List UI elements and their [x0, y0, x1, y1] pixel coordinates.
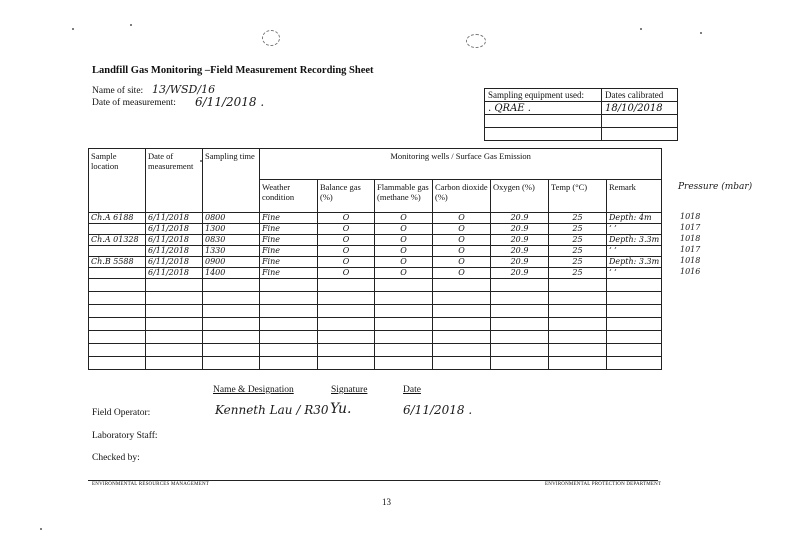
footer-left: ENVIRONMENTAL RESOURCES MANAGEMENT	[92, 482, 210, 487]
cell-weather: Fine	[260, 213, 318, 224]
cell-balance: O	[318, 235, 375, 246]
empty-cell	[318, 318, 375, 331]
cell-time: 1300	[203, 224, 260, 235]
cell-temp: 25	[549, 235, 607, 246]
dates-calibrated-header: Dates calibrated	[602, 89, 678, 102]
empty-cell	[433, 292, 491, 305]
cell-carbon: O	[433, 257, 491, 268]
empty-cell	[146, 292, 203, 305]
cell-time: 0830	[203, 235, 260, 246]
empty-cell	[607, 357, 662, 370]
empty-cell	[607, 305, 662, 318]
cell-balance: O	[318, 257, 375, 268]
empty-cell	[203, 357, 260, 370]
footer-right: ENVIRONMENTAL PROTECTION DEPARTMENT	[545, 482, 662, 487]
cell-oxygen: 20.9	[491, 235, 549, 246]
header-date-of-measurement: Date of measurement	[146, 149, 203, 213]
cell-date: 6/11/2018	[146, 213, 203, 224]
empty-cell	[549, 292, 607, 305]
empty-cell	[375, 292, 433, 305]
empty-cell	[89, 292, 146, 305]
cell-time: 0800	[203, 213, 260, 224]
field-operator-signature: Yu.	[330, 401, 352, 417]
empty-cell	[549, 331, 607, 344]
empty-cell	[203, 292, 260, 305]
equipment-used-cell	[485, 128, 602, 141]
empty-cell	[491, 344, 549, 357]
empty-cell	[146, 318, 203, 331]
empty-cell	[491, 279, 549, 292]
cell-oxygen: 20.9	[491, 246, 549, 257]
date-calibrated-cell: 18/10/2018	[602, 102, 678, 115]
empty-cell	[549, 318, 607, 331]
empty-cell	[433, 279, 491, 292]
empty-cell	[375, 357, 433, 370]
header-remark: Remark	[607, 180, 662, 213]
empty-cell	[491, 305, 549, 318]
cell-date: 6/11/2018	[146, 224, 203, 235]
blank-table-row	[89, 292, 662, 305]
field-operator-name: Kenneth Lau / R30	[215, 403, 329, 417]
field-operator-label: Field Operator:	[92, 408, 151, 418]
cell-weather: Fine	[260, 268, 318, 279]
page-number: 13	[382, 497, 391, 507]
empty-cell	[318, 344, 375, 357]
empty-cell	[260, 292, 318, 305]
binder-hole-mark	[466, 34, 486, 48]
cell-remark: ‘ ’	[607, 246, 662, 257]
header-flammable-gas: Flammable gas (methane %)	[375, 180, 433, 213]
cell-oxygen: 20.9	[491, 257, 549, 268]
pressure-value: 1018	[680, 256, 701, 265]
empty-cell	[607, 279, 662, 292]
cell-remark: Depth: 4m	[607, 213, 662, 224]
cell-flammable: O	[375, 224, 433, 235]
site-value: 13/WSD/16	[152, 83, 216, 96]
equipment-used-header: Sampling equipment used:	[485, 89, 602, 102]
scan-speck	[72, 28, 74, 30]
blank-table-row	[89, 344, 662, 357]
signature-header: Signature	[331, 385, 368, 395]
blank-table-row	[89, 331, 662, 344]
cell-location: Ch.A 01328	[89, 235, 146, 246]
cell-date: 6/11/2018	[146, 246, 203, 257]
field-operator-date: 6/11/2018 .	[403, 403, 473, 417]
empty-cell	[260, 305, 318, 318]
cell-oxygen: 20.9	[491, 268, 549, 279]
cell-temp: 25	[549, 257, 607, 268]
blank-table-row	[89, 305, 662, 318]
cell-temp: 25	[549, 268, 607, 279]
equipment-table	[484, 88, 678, 141]
binder-hole-mark	[262, 30, 280, 46]
name-designation-header: Name & Designation	[213, 385, 294, 395]
cell-carbon: O	[433, 268, 491, 279]
empty-cell	[260, 344, 318, 357]
empty-cell	[375, 279, 433, 292]
cell-location	[89, 246, 146, 257]
cell-date: 6/11/2018	[146, 235, 203, 246]
equipment-used-cell: . QRAE .	[485, 102, 602, 115]
empty-cell	[146, 305, 203, 318]
date-calibrated-cell	[602, 128, 678, 141]
cell-flammable: O	[375, 246, 433, 257]
cell-temp: 25	[549, 224, 607, 235]
cell-weather: Fine	[260, 235, 318, 246]
cell-weather: Fine	[260, 246, 318, 257]
date-header: Date	[403, 385, 421, 395]
pressure-value: 1018	[680, 212, 701, 221]
equipment-used-cell	[485, 115, 602, 128]
blank-table-row	[89, 279, 662, 292]
empty-cell	[491, 318, 549, 331]
measurement-date-label: Date of measurement:	[92, 98, 176, 108]
cell-flammable: O	[375, 213, 433, 224]
empty-cell	[549, 305, 607, 318]
empty-cell	[549, 357, 607, 370]
cell-carbon: O	[433, 246, 491, 257]
header-temp: Temp (°C)	[549, 180, 607, 213]
cell-date: 6/11/2018	[146, 268, 203, 279]
laboratory-staff-label: Laboratory Staff:	[92, 431, 158, 441]
pressure-header: Pressure (mbar)	[678, 182, 753, 192]
empty-cell	[89, 331, 146, 344]
empty-cell	[375, 305, 433, 318]
scan-speck	[700, 32, 702, 34]
empty-cell	[318, 305, 375, 318]
scan-speck	[130, 24, 132, 26]
empty-cell	[260, 318, 318, 331]
scan-speck	[640, 28, 642, 30]
empty-cell	[433, 318, 491, 331]
cell-remark: Depth: 3.3m	[607, 235, 662, 246]
empty-cell	[203, 318, 260, 331]
header-sampling-time: Sampling time	[203, 149, 260, 213]
page-title: Landfill Gas Monitoring –Field Measurement Recording Sheet	[92, 65, 374, 76]
empty-cell	[89, 279, 146, 292]
empty-cell	[433, 331, 491, 344]
empty-cell	[318, 279, 375, 292]
empty-cell	[607, 292, 662, 305]
cell-temp: 25	[549, 213, 607, 224]
empty-cell	[203, 331, 260, 344]
cell-remark: ‘ ’	[607, 224, 662, 235]
pressure-value: 1017	[680, 223, 701, 232]
cell-location: Ch.A 6188	[89, 213, 146, 224]
empty-cell	[260, 279, 318, 292]
table-row	[89, 224, 662, 235]
empty-cell	[433, 344, 491, 357]
header-oxygen: Oxygen (%)	[491, 180, 549, 213]
pressure-value: 1017	[680, 245, 701, 254]
empty-cell	[491, 331, 549, 344]
measurement-date-value: 6/11/2018 .	[195, 95, 265, 109]
empty-cell	[260, 357, 318, 370]
empty-cell	[89, 305, 146, 318]
pressure-value: 1016	[680, 267, 701, 276]
empty-cell	[146, 331, 203, 344]
scan-speck	[40, 528, 42, 530]
cell-oxygen: 20.9	[491, 213, 549, 224]
cell-balance: O	[318, 224, 375, 235]
header-sample-location: Sample location	[89, 149, 146, 213]
cell-weather: Fine	[260, 224, 318, 235]
header-carbon-dioxide: Carbon dioxide (%)	[433, 180, 491, 213]
checked-by-label: Checked by:	[92, 453, 140, 463]
footer-divider	[88, 480, 658, 481]
empty-cell	[375, 318, 433, 331]
table-row	[89, 246, 662, 257]
header-balance-gas: Balance gas (%)	[318, 180, 375, 213]
cell-time: 0900	[203, 257, 260, 268]
cell-remark: Depth: 3.3m	[607, 257, 662, 268]
empty-cell	[89, 318, 146, 331]
date-calibrated-cell	[602, 115, 678, 128]
cell-oxygen: 20.9	[491, 224, 549, 235]
measurement-table	[88, 148, 662, 370]
blank-table-row	[89, 357, 662, 370]
empty-cell	[146, 279, 203, 292]
table-row	[89, 213, 662, 224]
empty-cell	[375, 344, 433, 357]
cell-weather: Fine	[260, 257, 318, 268]
cell-carbon: O	[433, 235, 491, 246]
cell-time: 1400	[203, 268, 260, 279]
cell-location	[89, 224, 146, 235]
empty-cell	[318, 357, 375, 370]
site-label: Name of site:	[92, 86, 144, 96]
empty-cell	[549, 344, 607, 357]
cell-flammable: O	[375, 235, 433, 246]
empty-cell	[318, 292, 375, 305]
empty-cell	[318, 331, 375, 344]
cell-carbon: O	[433, 224, 491, 235]
empty-cell	[89, 344, 146, 357]
empty-cell	[203, 305, 260, 318]
cell-flammable: O	[375, 268, 433, 279]
cell-location: Ch.B 5588	[89, 257, 146, 268]
measurement-table-body	[89, 213, 662, 370]
empty-cell	[607, 331, 662, 344]
cell-flammable: O	[375, 257, 433, 268]
cell-temp: 25	[549, 246, 607, 257]
pressure-value: 1018	[680, 234, 701, 243]
empty-cell	[203, 279, 260, 292]
cell-balance: O	[318, 213, 375, 224]
empty-cell	[146, 344, 203, 357]
table-row	[89, 257, 662, 268]
empty-cell	[433, 305, 491, 318]
table-row	[89, 235, 662, 246]
empty-cell	[607, 318, 662, 331]
cell-location	[89, 268, 146, 279]
empty-cell	[433, 357, 491, 370]
header-weather: Weather condition	[260, 180, 318, 213]
cell-date: 6/11/2018	[146, 257, 203, 268]
cell-time: 1330	[203, 246, 260, 257]
empty-cell	[89, 357, 146, 370]
empty-cell	[491, 357, 549, 370]
empty-cell	[375, 331, 433, 344]
header-monitoring-wells: Monitoring wells / Surface Gas Emission	[260, 149, 662, 180]
cell-balance: O	[318, 268, 375, 279]
empty-cell	[607, 344, 662, 357]
cell-balance: O	[318, 246, 375, 257]
cell-remark: ‘ ’	[607, 268, 662, 279]
empty-cell	[260, 331, 318, 344]
empty-cell	[203, 344, 260, 357]
empty-cell	[491, 292, 549, 305]
empty-cell	[549, 279, 607, 292]
blank-table-row	[89, 318, 662, 331]
cell-carbon: O	[433, 213, 491, 224]
empty-cell	[146, 357, 203, 370]
table-row	[89, 268, 662, 279]
